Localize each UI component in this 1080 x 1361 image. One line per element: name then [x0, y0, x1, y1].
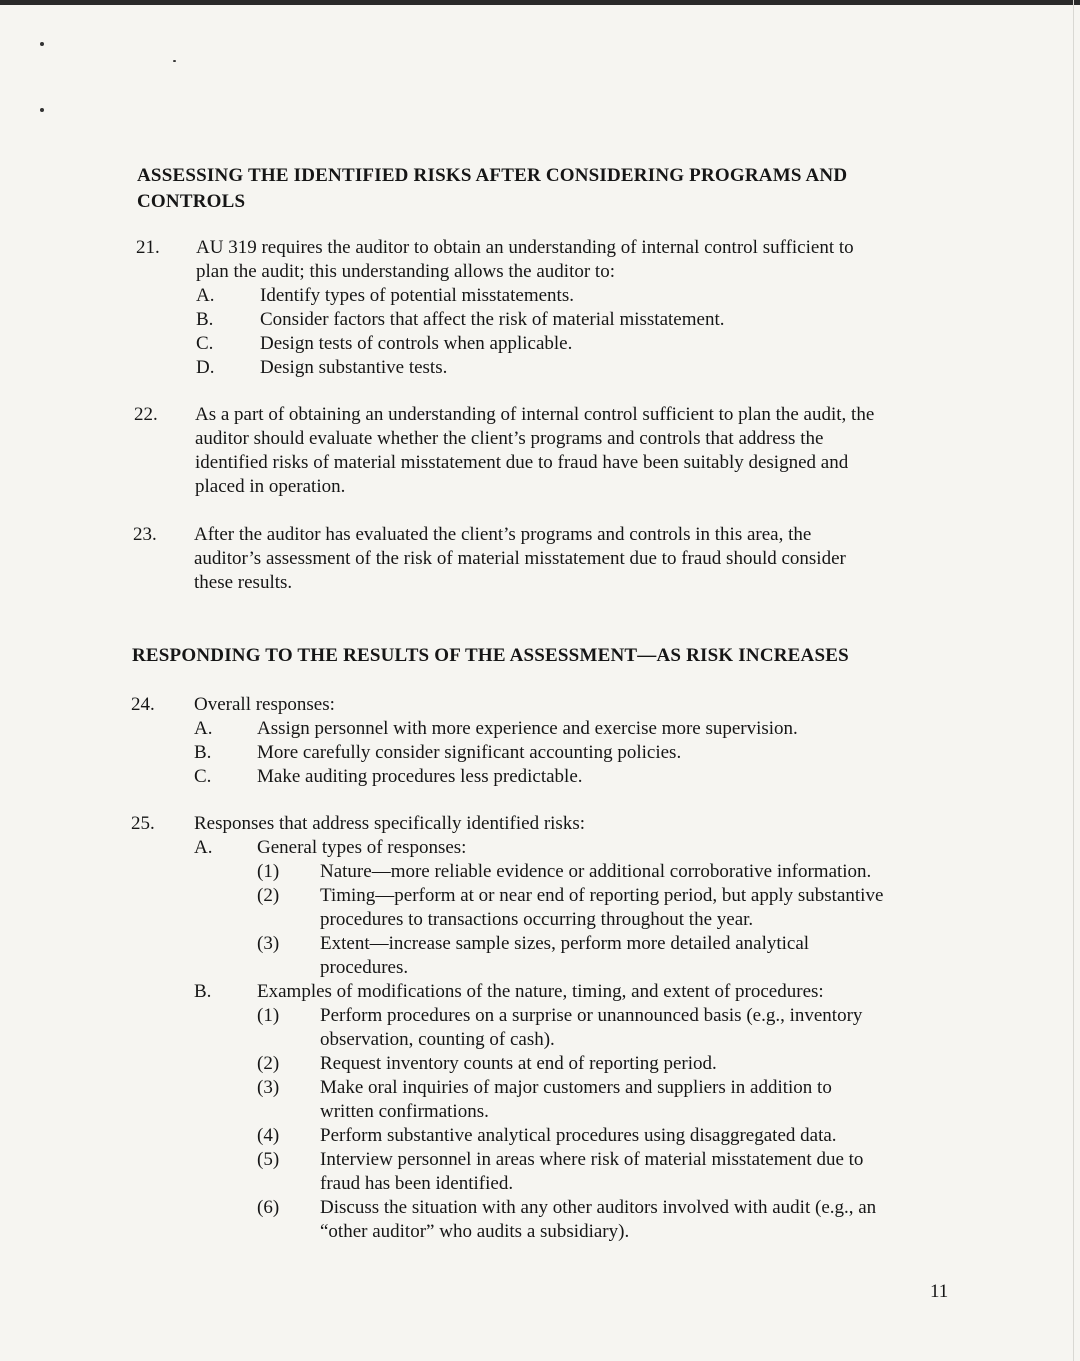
sub-list-text: Discuss the situation with any other auditors involved with audit (e.g., an: [320, 1197, 877, 1218]
sub-list-text: fraud has been identified.: [320, 1173, 514, 1194]
list-text: Make auditing procedures less predictable.: [257, 766, 583, 787]
list-letter: B.: [196, 309, 214, 330]
item-text-line: identified risks of material misstatement due to fraud have been suitably designed and: [195, 452, 849, 473]
list-item: [136, 284, 956, 308]
sub-list-number: (6): [257, 1197, 280, 1218]
list-text: Assign personnel with more experience and exercise more supervision.: [257, 718, 798, 739]
item-text-line: After the auditor has evaluated the client’s programs and controls in this area, the: [194, 524, 812, 545]
list-item: [136, 332, 956, 356]
sub-list-number: (1): [257, 1005, 280, 1026]
list-text: Design tests of controls when applicable.: [260, 333, 573, 354]
scan-speck: [40, 108, 44, 112]
sub-list-item: [131, 1124, 961, 1148]
sub-list-number: (3): [257, 1077, 280, 1098]
item-text-line: AU 319 requires the auditor to obtain an understanding of internal control sufficient to: [196, 237, 854, 258]
item-text-line: auditor’s assessment of the risk of material misstatement due to fraud should consider: [194, 548, 846, 569]
list-letter: A.: [194, 837, 213, 858]
item-number: 22.: [134, 404, 158, 425]
list-item: [131, 741, 961, 765]
sub-list-number: (4): [257, 1125, 280, 1146]
sub-list-text: Nature—more reliable evidence or additional corroborative information.: [320, 861, 872, 882]
sub-list-text: Request inventory counts at end of reporting period.: [320, 1053, 717, 1074]
item-24: [131, 693, 961, 789]
item-25: [131, 812, 961, 1244]
sub-list-text: Extent—increase sample sizes, perform more detailed analytical: [320, 933, 810, 954]
sub-list-text: procedures to transactions occurring throughout the year.: [320, 909, 754, 930]
list-item: [131, 836, 961, 860]
section-heading-assessing: [137, 163, 847, 215]
sub-list-item: [131, 1148, 961, 1172]
list-text: Design substantive tests.: [260, 357, 448, 378]
section-heading-line: RESPONDING TO THE RESULTS OF THE ASSESSMENT—AS RISK INCREASES: [132, 645, 849, 666]
sub-list-number: (1): [257, 861, 280, 882]
list-text: General types of responses:: [257, 837, 467, 858]
section-heading-responding: [132, 643, 849, 669]
sub-list-text: Timing—perform at or near end of reporting period, but apply substantive: [320, 885, 884, 906]
sub-list-number: (5): [257, 1149, 280, 1170]
item-22: [134, 403, 964, 499]
list-letter: A.: [194, 718, 213, 739]
page-number: 11: [930, 1281, 949, 1302]
item-text-line: these results.: [194, 572, 293, 593]
item-text-line: Responses that address specifically identified risks:: [194, 813, 585, 834]
sub-list-item: [131, 932, 961, 956]
item-21: [136, 236, 956, 380]
item-text-line: plan the audit; this understanding allows the auditor to:: [196, 261, 615, 282]
sub-list-number: (2): [257, 885, 280, 906]
sub-list-number: (3): [257, 933, 280, 954]
list-text: Examples of modifications of the nature, timing, and extent of procedures:: [257, 981, 824, 1002]
list-item: [131, 765, 961, 789]
sub-list-text: written confirmations.: [320, 1101, 489, 1122]
list-letter: A.: [196, 285, 215, 306]
sub-list-text: Perform substantive analytical procedures using disaggregated data.: [320, 1125, 837, 1146]
sub-list-item: [131, 884, 961, 908]
sub-list-item: [131, 1076, 961, 1100]
list-letter: B.: [194, 981, 212, 1002]
item-text-line: As a part of obtaining an understanding of internal control sufficient to plan the audit, the: [195, 404, 875, 425]
sub-list-item: [131, 860, 961, 884]
list-item: [136, 308, 956, 332]
list-item: [131, 717, 961, 741]
list-letter: C.: [194, 766, 212, 787]
list-text: Consider factors that affect the risk of material misstatement.: [260, 309, 725, 330]
section-heading-line: ASSESSING THE IDENTIFIED RISKS AFTER CONSIDERING PROGRAMS AND: [137, 165, 848, 186]
sub-list-item: [131, 1004, 961, 1028]
list-letter: D.: [196, 357, 215, 378]
list-item: [136, 356, 956, 380]
sub-list-text: Interview personnel in areas where risk of material misstatement due to: [320, 1149, 864, 1170]
item-number: 24.: [131, 694, 155, 715]
sub-list-item: [131, 1052, 961, 1076]
sub-list-text: “other auditor” who audits a subsidiary).: [320, 1221, 630, 1242]
list-letter: B.: [194, 742, 212, 763]
scan-speck: [40, 42, 44, 46]
item-text-line: placed in operation.: [195, 476, 346, 497]
list-text: Identify types of potential misstatements.: [260, 285, 574, 306]
section-heading-line: CONTROLS: [137, 191, 246, 212]
sub-list-number: (2): [257, 1053, 280, 1074]
item-number: 21.: [136, 237, 160, 258]
sub-list-text: procedures.: [320, 957, 409, 978]
item-23: [133, 523, 963, 595]
scan-right-edge: [1073, 0, 1074, 1361]
item-text-line: auditor should evaluate whether the client’s programs and controls that address the: [195, 428, 824, 449]
list-text: More carefully consider significant accounting policies.: [257, 742, 682, 763]
sub-list-text: Perform procedures on a surprise or unannounced basis (e.g., inventory: [320, 1005, 863, 1026]
item-number: 25.: [131, 813, 155, 834]
sub-list-text: Make oral inquiries of major customers and suppliers in addition to: [320, 1077, 832, 1098]
item-text-line: Overall responses:: [194, 694, 335, 715]
item-number: 23.: [133, 524, 157, 545]
list-letter: C.: [196, 333, 214, 354]
scan-top-border: [0, 0, 1080, 5]
list-item: [131, 980, 961, 1004]
sub-list-text: observation, counting of cash).: [320, 1029, 555, 1050]
scan-speck: [173, 60, 176, 62]
sub-list-item: [131, 1196, 961, 1220]
